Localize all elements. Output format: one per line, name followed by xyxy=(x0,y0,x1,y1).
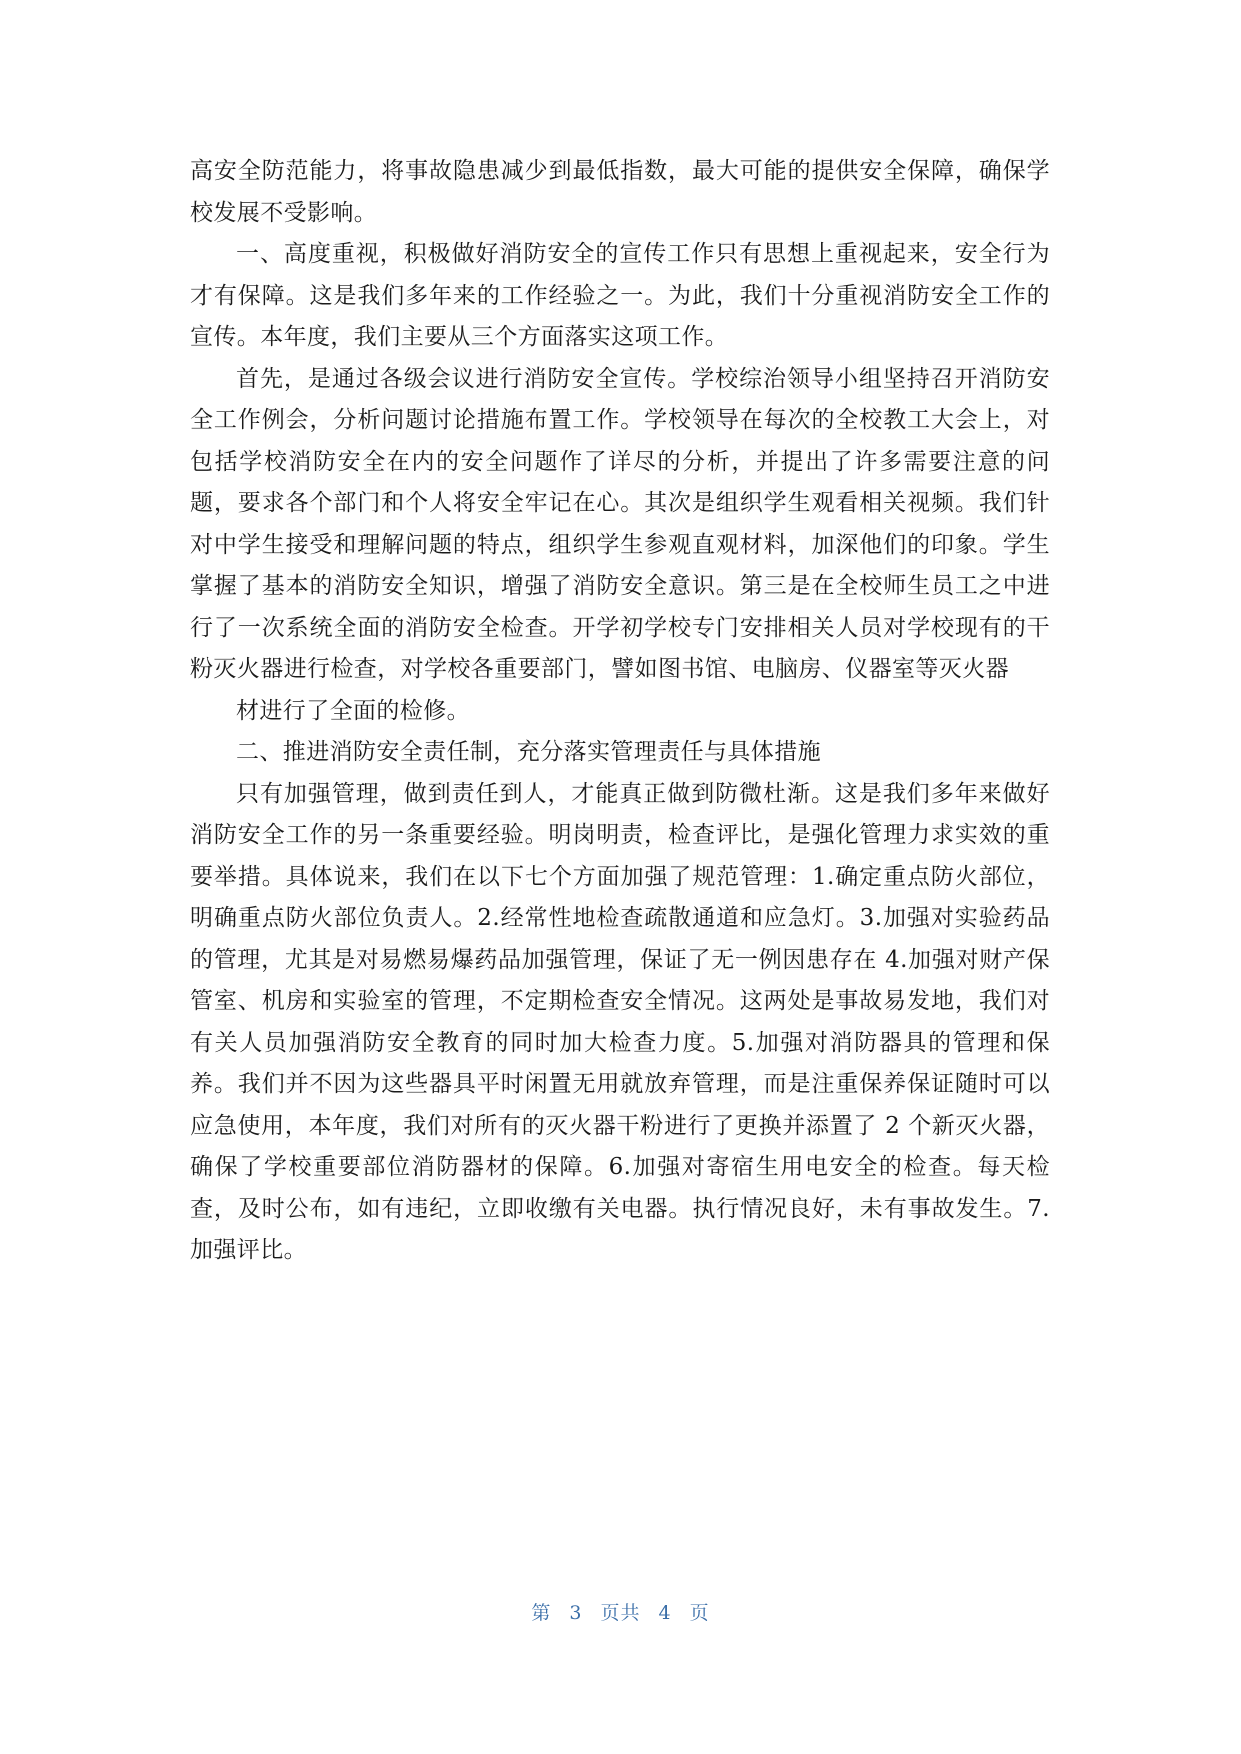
page-suffix: 页 xyxy=(689,1602,710,1624)
section-heading-responsibility: 二、推进消防安全责任制，充分落实管理责任与具体措施 xyxy=(236,739,821,765)
document-body xyxy=(190,151,1050,1272)
paragraph-publicity-heading: 一、高度重视，积极做好消防安全的宣传工作只有思想上重视起来，安全行为才有保障。这是我们多年来的工作经验之一。为此，我们十分重视消防安全工作的宣传。本年度，我们主要从三个方面落实这项工作。 xyxy=(190,241,1050,350)
paragraph-management-measures: 只有加强管理，做到责任到人，才能真正做到防微杜渐。这是我们多年来做好消防安全工作的另一条重要经验。明岗明责，检查评比，是强化管理力求实效的重要举措。具体说来，我们在以下七个方面加强了规范管理：1.确定重点防火部位，明确重点防火部位负责人。2.经常性地检查疏散通道和应急灯。3.加强对实验药品的管理，尤其是对易燃易爆药品加强管理，保证了无一例因患存在 4.加强对财产保管室、机房和实验室的管理，不定期检查安全情况。这两处是事故易发地，我们对有关人员加强消防安全教育的同时加大检查力度。5.加强对消防器具的管理和保养。我们并不因为这些器具平时闲置无用就放弃管理，而是注重保养保证随时可以应急使用，本年度，我们对所有的灭火器干粉进行了更换并添置了 2 个新灭火器，确保了学校重要部位消防器材的保障。6.加强对寄宿生用电安全的检查。每天检查，及时公布，如有违纪，立即收缴有关电器。执行情况良好，未有事故发生。7.加强评比。 xyxy=(190,780,1050,1263)
page-prefix: 第 xyxy=(531,1602,552,1624)
current-page-number: 3 xyxy=(569,1602,583,1624)
page-footer xyxy=(0,1598,1241,1625)
total-pages-number: 4 xyxy=(658,1602,672,1624)
paragraph-maintenance: 材进行了全面的检修。 xyxy=(236,697,470,724)
page-middle: 页共 xyxy=(600,1602,641,1624)
paragraph-continuation: 高安全防范能力，将事故隐患减少到最低指数，最大可能的提供安全保障，确保学校发展不受影响。 xyxy=(190,158,1050,226)
paragraph-meetings: 首先，是通过各级会议进行消防安全宣传。学校综治领导小组坚持召开消防安全工作例会，分析问题讨论措施布置工作。学校领导在每次的全校教工大会上，对包括学校消防安全在内的安全问题作了详尽的分析，并提出了许多需要注意的问题，要求各个部门和个人将安全牢记在心。其次是组织学生观看相关视频。我们针对中学生接受和理解问题的特点，组织学生参观直观材料，加深他们的印象。学生掌握了基本的消防安全知识，增强了消防安全意识。第三是在全校师生员工之中进行了一次系统全面的消防安全检查。开学初学校专门安排相关人员对学校现有的干粉灭火器进行检查，对学校各重要部门，譬如图书馆、电脑房、仪器室等灭火器 xyxy=(190,365,1050,682)
